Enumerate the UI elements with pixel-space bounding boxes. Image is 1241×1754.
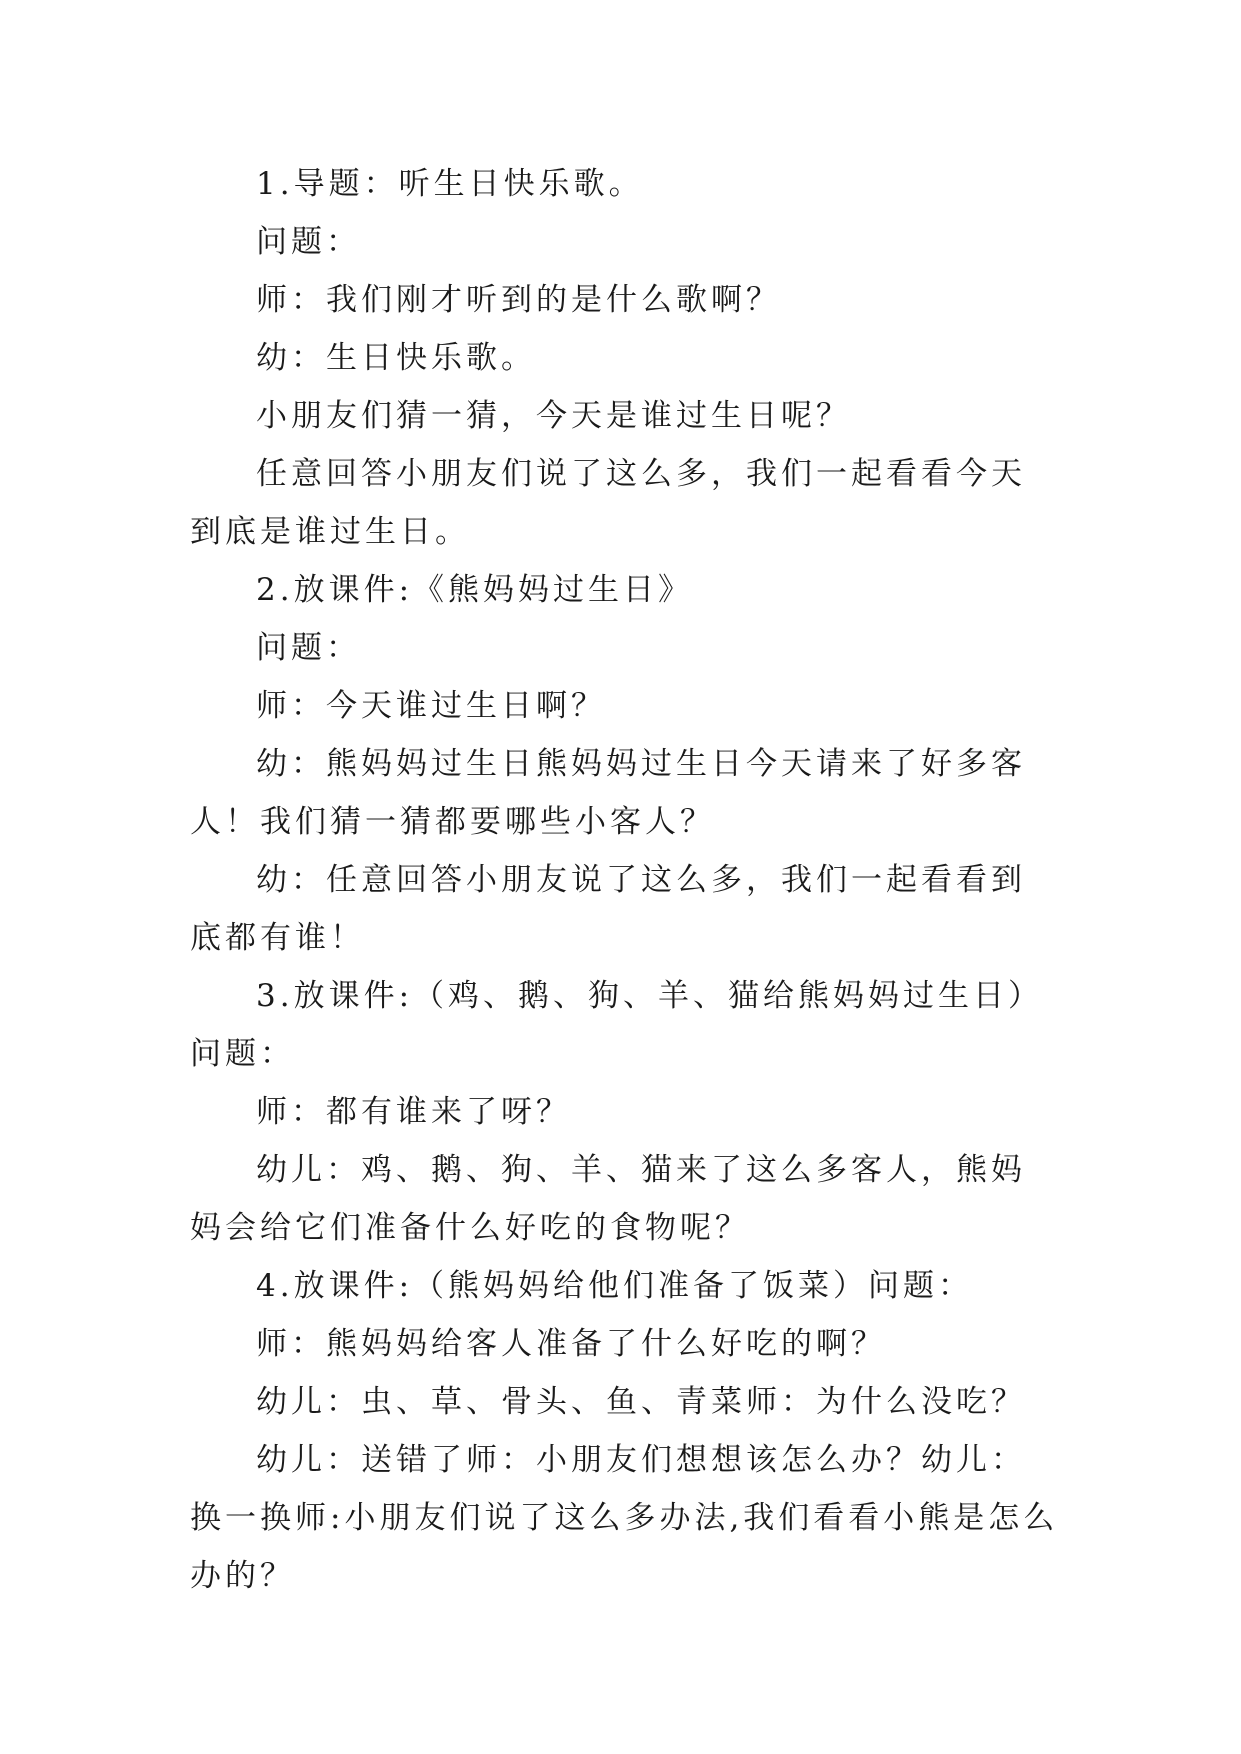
paragraph: 幼：任意回答小朋友说了这么多，我们一起看看到底都有谁！ — [190, 862, 1026, 956]
paragraph: 3.放课件:（鸡、鹅、狗、羊、猫给熊妈妈过生日）问题： — [190, 978, 1044, 1072]
paragraph: 师：今天谁过生日啊？ — [256, 688, 606, 724]
paragraph: 小朋友们猜一猜，今天是谁过生日呢？ — [256, 398, 851, 434]
paragraph: 任意回答小朋友们说了这么多，我们一起看看今天到底是谁过生日。 — [190, 456, 1026, 550]
paragraph: 问题： — [256, 630, 361, 666]
paragraph: 师：我们刚才听到的是什么歌啊？ — [256, 282, 781, 318]
paragraph: 1.导题：听生日快乐歌。 — [256, 166, 644, 202]
paragraph: 幼儿：鸡、鹅、狗、羊、猫来了这么多客人，熊妈妈会给它们准备什么好吃的食物呢？ — [190, 1152, 1026, 1246]
paragraph: 幼儿：虫、草、骨头、鱼、青菜师：为什么没吃？ — [256, 1384, 1026, 1420]
document-body — [190, 155, 1060, 1605]
paragraph: 问题： — [256, 224, 361, 260]
paragraph: 师：都有谁来了呀？ — [256, 1094, 571, 1130]
paragraph: 4.放课件:（熊妈妈给他们准备了饭菜）问题： — [256, 1268, 974, 1304]
paragraph: 2.放课件:《熊妈妈过生日》 — [256, 572, 694, 608]
paragraph: 师：熊妈妈给客人准备了什么好吃的啊？ — [256, 1326, 886, 1362]
paragraph: 幼：生日快乐歌。 — [256, 340, 536, 376]
paragraph: 幼儿：送错了师：小朋友们想想该怎么办？幼儿：换一换师:小朋友们说了这么多办法,我们看看小熊是怎么办的？ — [190, 1442, 1059, 1594]
paragraph: 幼：熊妈妈过生日熊妈妈过生日今天请来了好多客人！我们猜一猜都要哪些小客人？ — [190, 746, 1026, 840]
